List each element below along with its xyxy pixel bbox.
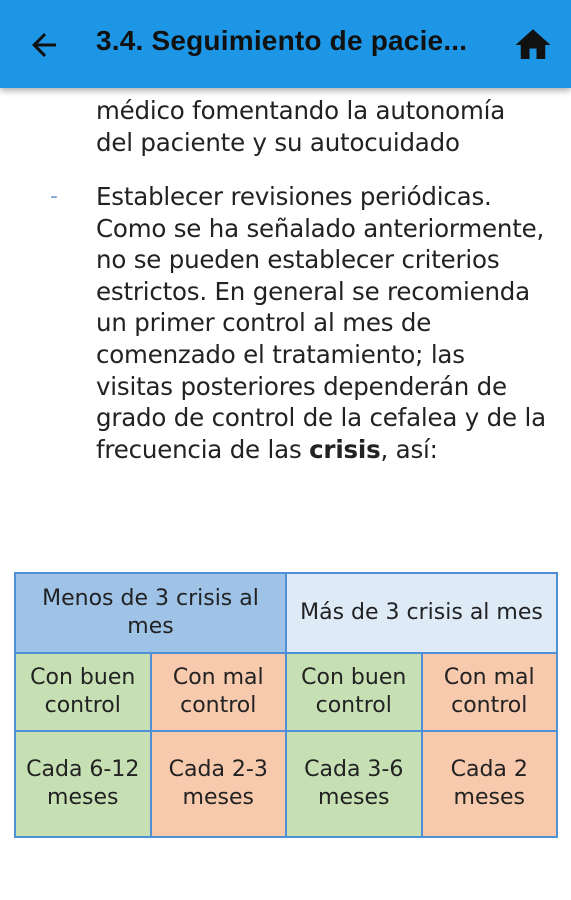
paragraph-continuation: médico fomentando la autonomía del paciente y su autocuidado [96,96,506,157]
control-header-good-2: Con buen control [286,653,422,731]
interval-cell-4: Cada 2 meses [422,731,558,837]
paragraph-text: Establecer revisiones periódicas. Como se ha señalado anteriormente, no se pueden establecer criterios estrictos. En general se recomienda un primer control al mes de comenzado el tratamiento; las visitas posteriores dependerán de grado de control de la cefalea y de la frecuencia de las [96,182,546,464]
bullet-marker: - [50,184,58,209]
page-title: 3.4. Seguimiento de pacie... [96,25,468,56]
control-header-good-1: Con buen control [15,653,151,731]
interval-cell-2: Cada 2-3 meses [151,731,287,837]
home-button[interactable] [512,24,554,66]
paragraph-bold-term: crisis [309,434,381,464]
content-area[interactable] [0,88,571,900]
group-header-less-3: Menos de 3 crisis al mes [15,573,286,653]
control-header-poor-2: Con mal control [422,653,558,731]
interval-cell-3: Cada 3-6 meses [286,731,422,837]
arrow-left-icon [26,27,62,63]
group-header-more-3: Más de 3 crisis al mes [286,573,557,653]
interval-cell-1: Cada 6-12 meses [15,731,151,837]
home-icon [512,24,554,66]
control-header-poor-1: Con mal control [151,653,287,731]
follow-up-table [14,572,558,838]
paragraph-end: , así: [380,434,438,464]
paragraph-revisiones [96,181,546,465]
app-bar [0,0,571,88]
back-button[interactable] [26,27,62,63]
